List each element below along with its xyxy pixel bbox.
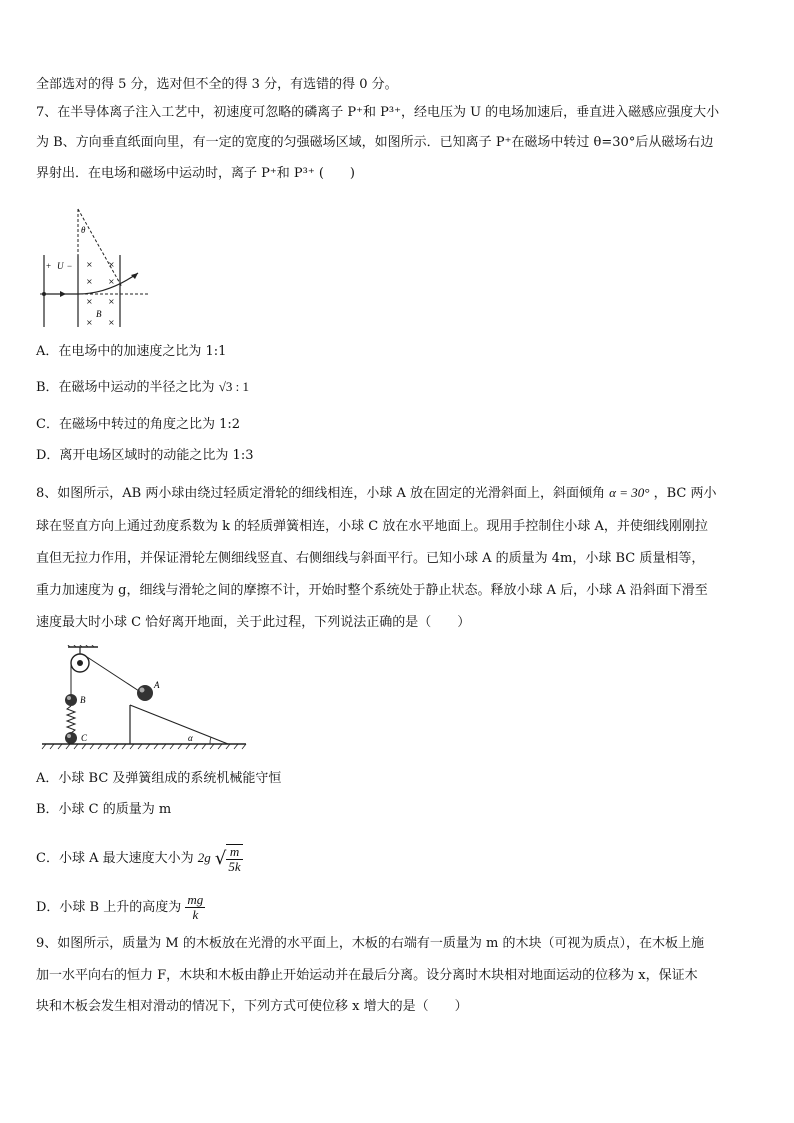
instruction-line: 全部选对的得 5 分，选对但不全的得 3 分，有选错的得 0 分。 bbox=[36, 77, 398, 92]
q8-stem-line-1 bbox=[36, 484, 716, 503]
sqrt-sign: √ bbox=[214, 847, 227, 869]
q8-option-c-numerator: m bbox=[226, 845, 242, 860]
q8-figure bbox=[40, 645, 252, 753]
q8-option-a: A．小球 BC 及弹簧组成的系统机械能守恒 bbox=[36, 771, 282, 786]
q8-option-d-fraction bbox=[185, 893, 205, 922]
q7-stem-line-3: 界射出．在电场和磁场中运动时，离子 P⁺和 P³⁺ ( ) bbox=[36, 166, 355, 181]
q7-option-b bbox=[36, 378, 249, 397]
q8-option-d-denominator: k bbox=[192, 907, 199, 922]
q9-stem-line-3: 块和木板会发生相对滑动的情况下，下列方式可使位移 x 增大的是（ ） bbox=[36, 999, 468, 1014]
q8-stem-line-2: 球在竖直方向上通过劲度系数为 k 的轻质弹簧相连，小球 C 放在水平地面上。现用手控制住小球 A，并使细线刚刚拉 bbox=[36, 519, 708, 534]
cross: × bbox=[86, 277, 93, 286]
ball-b-label: B bbox=[80, 695, 86, 705]
q8-option-d bbox=[36, 890, 205, 926]
q8-option-d-text: D．小球 B 上升的高度为 bbox=[36, 900, 182, 915]
minus-label: − bbox=[67, 261, 73, 271]
q8-option-d-numerator: mg bbox=[187, 892, 204, 907]
cross: × bbox=[86, 297, 93, 306]
q7-stem-line-1: 7、在半导体离子注入工艺中，初速度可忽略的磷离子 P⁺和 P³⁺，经电压为 U 的电场加速后，垂直进入磁感应强度大小 bbox=[36, 105, 720, 120]
plus-label: + bbox=[46, 261, 52, 271]
cross: × bbox=[108, 277, 115, 286]
ball-a-label: A bbox=[154, 680, 160, 690]
field-label-B: B bbox=[96, 309, 102, 319]
cross: × bbox=[108, 318, 115, 327]
ball-c-label: C bbox=[81, 733, 88, 743]
q8-option-c-denominator: 5k bbox=[228, 858, 241, 874]
q7-stem-line-2: 为 B、方向垂直纸面向里，有一定的宽度的匀强磁场区域，如图所示．已知离子 P⁺在磁场中转过 θ=30°后从磁场右边 bbox=[36, 135, 714, 150]
cross: × bbox=[108, 297, 115, 306]
q8-option-c-fraction bbox=[226, 844, 242, 874]
q7-figure bbox=[38, 205, 156, 331]
q8-stem-line-3: 直但无拉力作用，并保证滑轮左侧细线竖直、右侧细线与斜面平行。已知小球 A 的质量为 4m，小球 BC 质量相等， bbox=[36, 551, 705, 566]
q9-stem-line-2: 加一水平向右的恒力 F，木块和木板由静止开始运动并在最后分离。设分离时木块相对地面运动的位移为 x，保证木 bbox=[36, 968, 698, 983]
q7-option-b-text: B．在磁场中运动的半径之比为 bbox=[36, 380, 215, 395]
q9-stem-line-1: 9、如图所示，质量为 M 的木板放在光滑的水平面上，木板的右端有一质量为 m 的木块（可视为质点），在木板上施 bbox=[36, 936, 704, 951]
angle-alpha-label: α bbox=[188, 733, 193, 743]
q8-angle-math: α = 30° bbox=[609, 485, 650, 500]
voltage-label: U bbox=[57, 261, 64, 271]
q8-stem-text-b: ，BC 两小 bbox=[653, 486, 717, 501]
q7-option-c: C．在磁场中转过的角度之比为 1:2 bbox=[36, 417, 241, 432]
q7-option-b-ratio: √3 : 1 bbox=[218, 379, 249, 394]
q8-option-c-text: C．小球 A 最大速度大小为 bbox=[36, 851, 194, 866]
q8-option-c-coef: 2g bbox=[197, 850, 211, 865]
q8-option-c bbox=[36, 840, 243, 877]
cross: × bbox=[86, 318, 93, 327]
cross: × bbox=[86, 260, 93, 269]
q8-option-b: B．小球 C 的质量为 m bbox=[36, 802, 172, 817]
q7-option-d: D．离开电场区域时的动能之比为 1:3 bbox=[36, 448, 254, 463]
q8-stem-text-a: 8、如图所示，AB 两小球由绕过轻质定滑轮的细线相连，小球 A 放在固定的光滑斜面上，斜面倾角 bbox=[36, 486, 605, 501]
q7-option-a: A．在电场中的加速度之比为 1:1 bbox=[36, 344, 227, 359]
q8-stem-line-4: 重力加速度为 g，细线与滑轮之间的摩擦不计，开始时整个系统处于静止状态。释放小球 A 后，小球 A 沿斜面下滑至 bbox=[36, 583, 708, 598]
q8-stem-line-5: 速度最大时小球 C 恰好离开地面，关于此过程，下列说法正确的是（ ） bbox=[36, 615, 471, 630]
cross: × bbox=[108, 260, 115, 269]
theta-label: θ bbox=[81, 225, 86, 235]
